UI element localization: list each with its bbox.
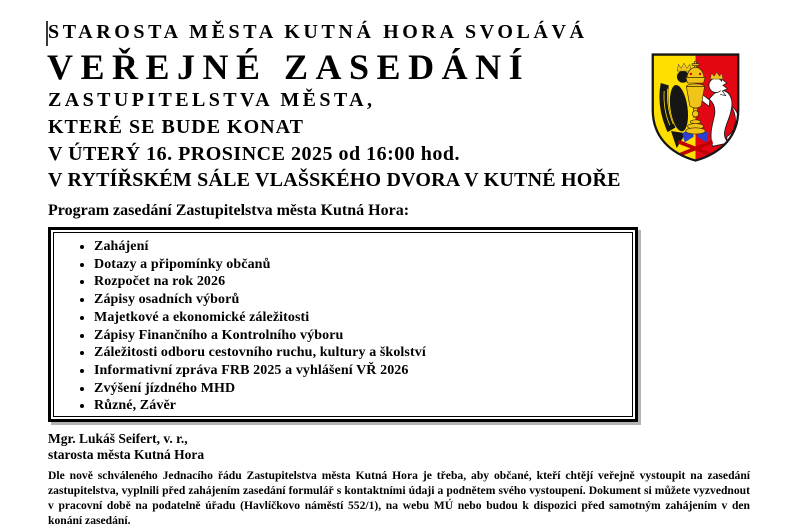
agenda-item: • Zápisy Finančního a Kontrolního výboru [94,327,632,345]
signature-block [48,431,204,462]
footer-note: Dle nově schváleného Jednacího řádu Zastupitelstva města Kutná Hora je třeba, aby občané, kteří chtějí veřejně vystoupit na zasedání zastupitelstva, vyplnili před zahájením zasedání formulář s kontaktními údaji a podnětem svého vystoupení. Dokument si můžete vyzvednout v pracovní době na podatelně úřadu (Havlíčkovo náměstí 552/1), na webu MÚ nebo budou k dispozici před samotným zahájením v den konání zasedání. [48,469,750,527]
headline-convener: STAROSTA MĚSTA KUTNÁ HORA SVOLÁVÁ [48,21,588,43]
agenda-item: • Zahájení [94,238,632,256]
line-date-time: V ÚTERÝ 16. PROSINCE 2025 od 16:00 hod. [48,143,460,165]
agenda-item: • Informativní zpráva FRB 2025 a vyhlášení VŘ 2026 [94,362,632,380]
signature-role: starosta města Kutná Hora [48,446,205,462]
headline-public-session: VEŘEJNÉ ZASEDÁNÍ [47,47,531,87]
kutna-hora-coat-of-arms-image [647,50,744,164]
agenda-item: • Zvýšení jízdného MHD [94,380,632,398]
agenda-item: • Záležitosti odboru cestovního ruchu, kultury a školství [94,344,632,362]
agenda-list [54,238,632,415]
line-venue: V RYTÍŘSKÉM SÁLE VLAŠSKÉHO DVORA V KUTNÉ HOŘE [48,169,621,191]
agenda-item: • Dotazy a připomínky občanů [94,256,632,274]
agenda-box [48,227,638,422]
headline-council: ZASTUPITELSTVA MĚSTA, [48,89,376,111]
agenda-item: • Různé, Závěr [94,397,632,415]
signature-name: Mgr. Lukáš Seifert, v. r., [48,431,188,446]
program-heading: Program zasedání Zastupitelstva města Kutná Hora: [48,202,410,219]
agenda-item: • Zápisy osadních výborů [94,291,632,309]
agenda-item: • Majetkové a ekonomické záležitosti [94,309,632,327]
agenda-item: • Rozpočet na rok 2026 [94,273,632,291]
line-will-be-held: KTERÉ SE BUDE KONAT [48,116,304,138]
agenda-box-inner [53,232,633,417]
